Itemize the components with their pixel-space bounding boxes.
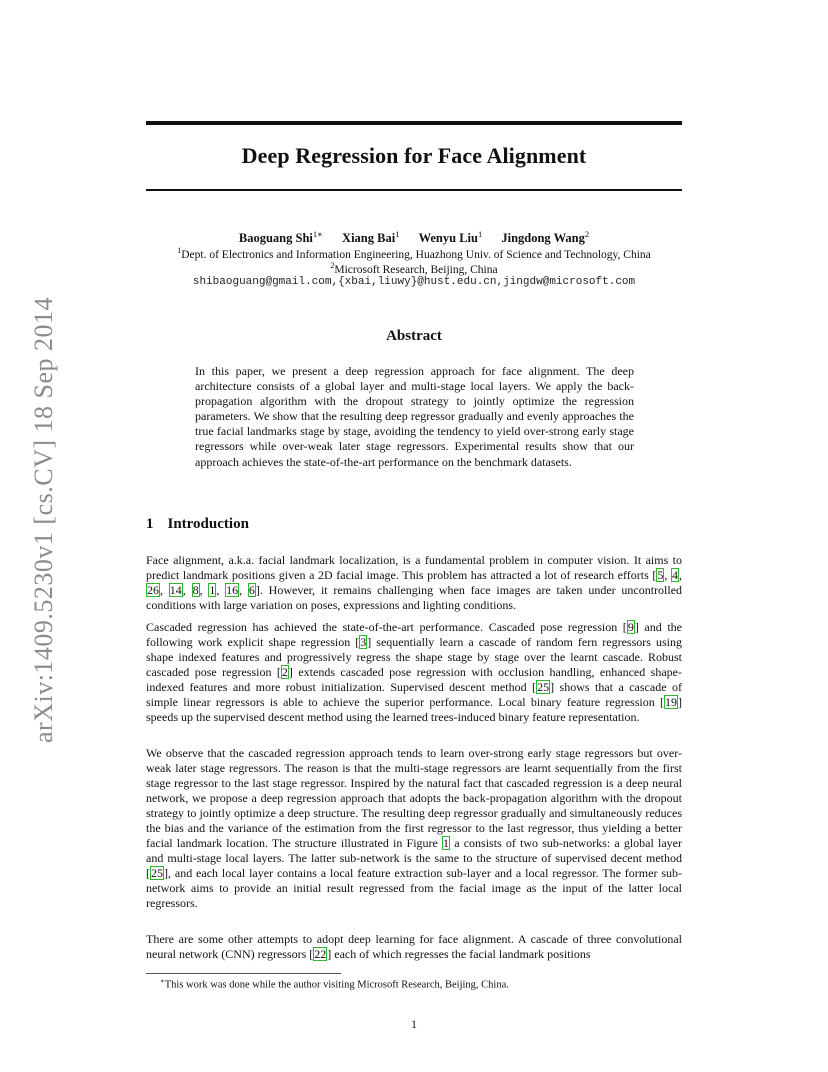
citation-link[interactable]: 4 (672, 568, 678, 582)
citation-link[interactable]: 8 (192, 583, 199, 597)
body-paragraph: Cascaded regression has achieved the state-of-the-art performance. Cascaded pose regression [9] and the following work explicit shape regression [3] sequentially learn a cascade of random fern regressors using shape indexed features and progressively regress the shape stage by stage over the learnt cascade. Robust cascaded pose regression [2] extends cascaded pose regression with occlusion handling, enhanced shape-indexed features and more robust initialization. Supervised descent method [25] shows that a cascade of simple linear regressors is able to achieve the superior performance. Local binary feature regression [19] speeds up the supervised descent method using the learned trees-induced binary feature representation. (146, 620, 682, 724)
footnote: ∗This work was done while the author visiting Microsoft Research, Beijing, China. (160, 977, 509, 991)
paper-title: Deep Regression for Face Alignment (241, 143, 587, 168)
body-paragraph: We observe that the cascaded regression approach tends to learn over-strong early stage regressors but over-weak later stage regressors. The reason is that the multi-stage regressors are learnt sequentially from the first stage regressor to the last stage regressor. Inspired by the natural fact that cascaded regression is a deep neural network, we propose a deep regression approach that adopts the back-propagation algorithm with the dropout strategy to jointly optimize a deep structure. The resulting deep regressor gradually and simultaneously reduces the bias and the variance of the estimation from the first regressor to the last regressor, thus yielding a better facial landmark location. The structure illustrated in Figure 1 a consists of two sub-networks: a global layer and multi-stage local layers. The latter sub-network is the same to the structure of supervised decent method [25], and each local layer contains a local feature extraction sub-layer and a local regressor. The former sub-network aims to provide an initial result regressed from the facial image as the input of the latter local regressors. (146, 746, 682, 910)
citation-link[interactable]: 9 (627, 620, 634, 634)
body-paragraph: There are some other attempts to adopt deep learning for face alignment. A cascade of three convolutional neural network (CNN) regressors [22] each of which regresses the facial landmark positions (146, 932, 682, 961)
figure-reference-link[interactable]: 1 (443, 836, 450, 850)
author: Wenyu Liu$^1$ (418, 229, 483, 246)
title-bottom-rule (146, 189, 682, 191)
citation-link[interactable]: 3 (360, 635, 367, 649)
section-title: Introduction (167, 516, 249, 532)
citation-link[interactable]: 5 (657, 568, 664, 582)
citation-link[interactable]: 22 (314, 947, 327, 961)
author-emails: shibaoguang@gmail.com,{xbai,liuwy}@hust.edu.cn,jingdw@microsoft.com (192, 276, 636, 288)
abstract-text: In this paper, we present a deep regression approach for face alignment. The deep architecture consists of a global layer and multi-stage local layers. We apply the back-propagation algorithm with the dropout strategy to jointly optimize the regression parameters. We show that the resulting deep regressor gradually and evenly approaches the true facial landmarks stage by stage, avoiding the tendency to yield over-strong early stage regressors while over-weak later stage regressors. Experimental results show that our approach achieves the state-of-the-art performance on the benchmark datasets. (195, 364, 634, 469)
affiliation: $^1$Dept. of Electronics and Information Engineering, Huazhong Univ. of Science and Technology, China (177, 246, 651, 261)
title-top-rule (146, 121, 682, 125)
section-heading (146, 516, 249, 533)
body-paragraph: Face alignment, a.k.a. facial landmark localization, is a fundamental problem in computer vision. It aims to predict landmark positions given a 2D facial image. This problem has attracted a lot of research efforts [5, 4, 26, 14, 8, 1, 16, 6]. However, it remains challenging when face images are taken under uncontrolled conditions with large variation on poses, expressions and lighting conditions. (146, 553, 683, 612)
footnote-rule (146, 973, 341, 974)
citation-link[interactable]: 16 (226, 583, 239, 597)
page-number: 1 (411, 1017, 417, 1031)
abstract-heading: Abstract (386, 328, 442, 344)
author: Jingdong Wang$^2$ (501, 229, 590, 246)
citation-link[interactable]: 1 (209, 583, 216, 597)
author-list (146, 229, 682, 246)
author: Baoguang Shi$^{1∗}$ (238, 229, 323, 246)
author: Xiang Bai$^1$ (342, 229, 400, 246)
citation-link[interactable]: 25 (151, 866, 163, 880)
citation-link[interactable]: 19 (665, 695, 677, 709)
citation-link[interactable]: 26 (147, 583, 159, 597)
arxiv-identifier-stamp: arXiv:1409.5230v1 [cs.CV] 18 Sep 2014 (29, 296, 58, 744)
affiliation: $^2$Microsoft Research, Beijing, China (330, 261, 498, 276)
citation-link[interactable]: 25 (537, 680, 550, 694)
citation-link[interactable]: 6 (248, 583, 255, 597)
citation-link[interactable]: 14 (169, 583, 182, 597)
section-number: 1 (146, 516, 154, 532)
citation-link[interactable]: 2 (281, 665, 288, 679)
